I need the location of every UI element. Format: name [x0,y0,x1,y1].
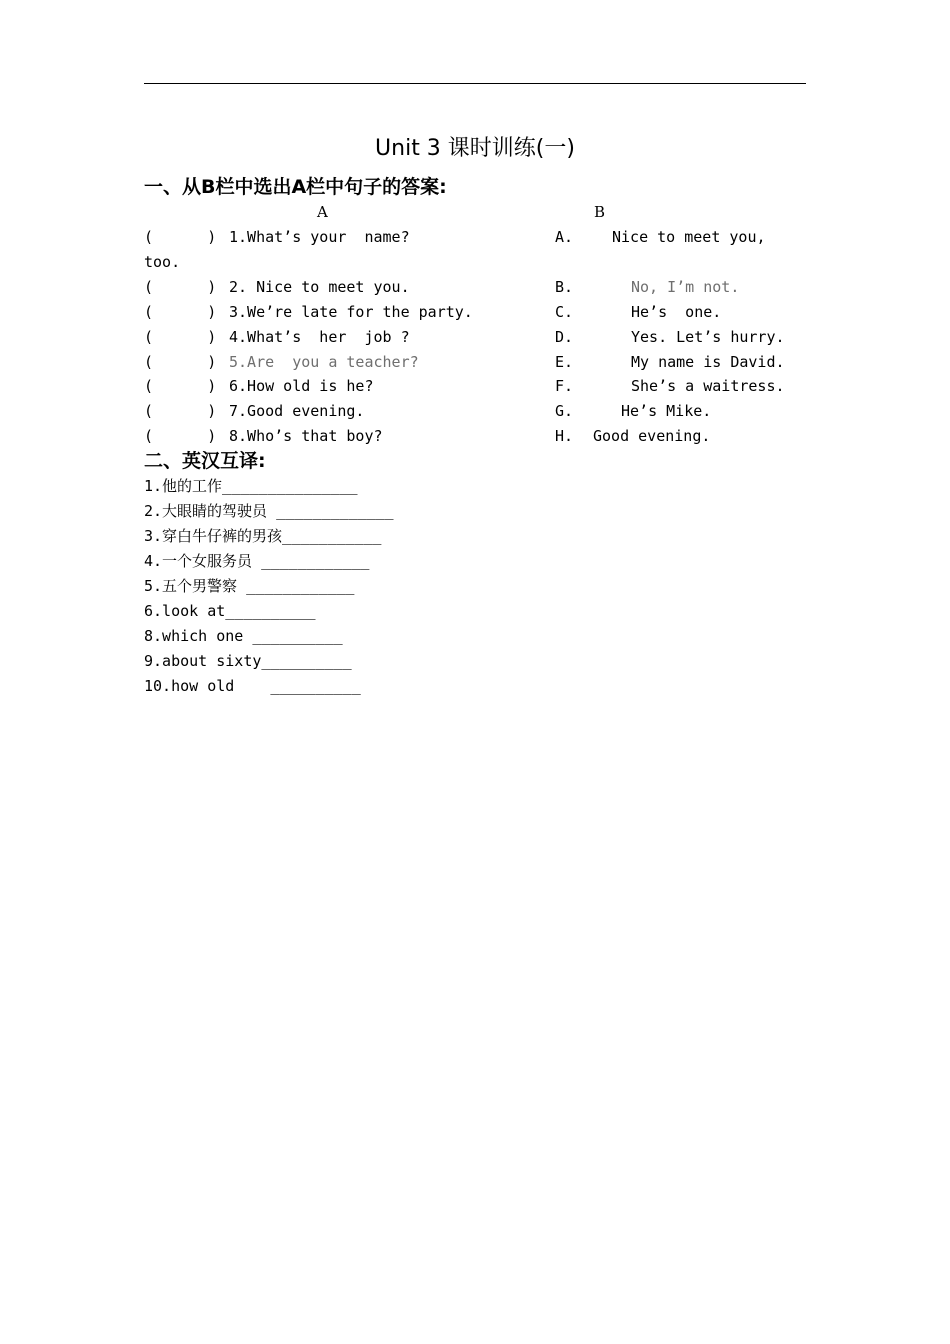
option-text: Good evening. [593,427,711,445]
option-text: Yes. Let’s hurry. [631,328,785,346]
translation-item[interactable]: 2.大眼睛的驾驶员 _____________ [144,502,394,520]
wrap-continuation: too. [144,253,181,271]
column-a-label: A [317,203,328,221]
option-letter: B. [555,278,574,296]
question-item: 1.What’s your name? [229,228,410,246]
page-title: Unit 3 课时训练(一) [375,136,575,161]
option-letter: C. [555,303,574,321]
option-text: No, I’m not. [631,278,740,296]
question-item: 4.What’s her job ? [229,328,410,346]
translation-item[interactable]: 4.一个女服务员 ____________ [144,552,370,570]
option-text: He’s one. [631,303,722,321]
question-item: 5.Are you a teacher? [229,353,419,371]
answer-blank[interactable]: ( ) [144,402,217,420]
question-item: 7.Good evening. [229,402,365,420]
answer-blank[interactable]: ( ) [144,278,217,296]
option-text: She’s a waitress. [631,377,785,395]
question-item: 2. Nice to meet you. [229,278,410,296]
column-b-label: B [594,203,606,221]
question-item: 8.Who’s that boy? [229,427,383,445]
section2-heading: 二、英汉互译: [144,450,266,472]
option-letter: A. [555,228,574,246]
answer-blank[interactable]: ( ) [144,228,217,246]
option-letter: E. [555,353,574,371]
answer-blank[interactable]: ( ) [144,328,217,346]
option-text: My name is David. [631,353,785,371]
translation-item[interactable]: 3.穿白牛仔裤的男孩___________ [144,527,382,545]
option-text: He’s Mike. [621,402,712,420]
question-item: 6.How old is he? [229,377,374,395]
header-rule [144,83,806,84]
translation-item[interactable]: 5.五个男警察 ____________ [144,577,355,595]
answer-blank[interactable]: ( ) [144,303,217,321]
translation-item[interactable]: 6.look at__________ [144,602,316,620]
option-text: Nice to meet you, [612,228,766,246]
option-letter: D. [555,328,574,346]
option-letter: F. [555,377,574,395]
answer-blank[interactable]: ( ) [144,427,217,445]
answer-blank[interactable]: ( ) [144,377,217,395]
translation-item[interactable]: 8.which one __________ [144,627,343,645]
option-letter: H. [555,427,574,445]
option-letter: G. [555,402,574,420]
translation-item[interactable]: 10.how old __________ [144,677,361,695]
translation-item[interactable]: 9.about sixty__________ [144,652,352,670]
question-item: 3.We’re late for the party. [229,303,473,321]
answer-blank[interactable]: ( ) [144,353,217,371]
section1-heading: 一、从B栏中选出A栏中句子的答案: [144,176,447,198]
translation-item[interactable]: 1.他的工作_______________ [144,477,358,495]
